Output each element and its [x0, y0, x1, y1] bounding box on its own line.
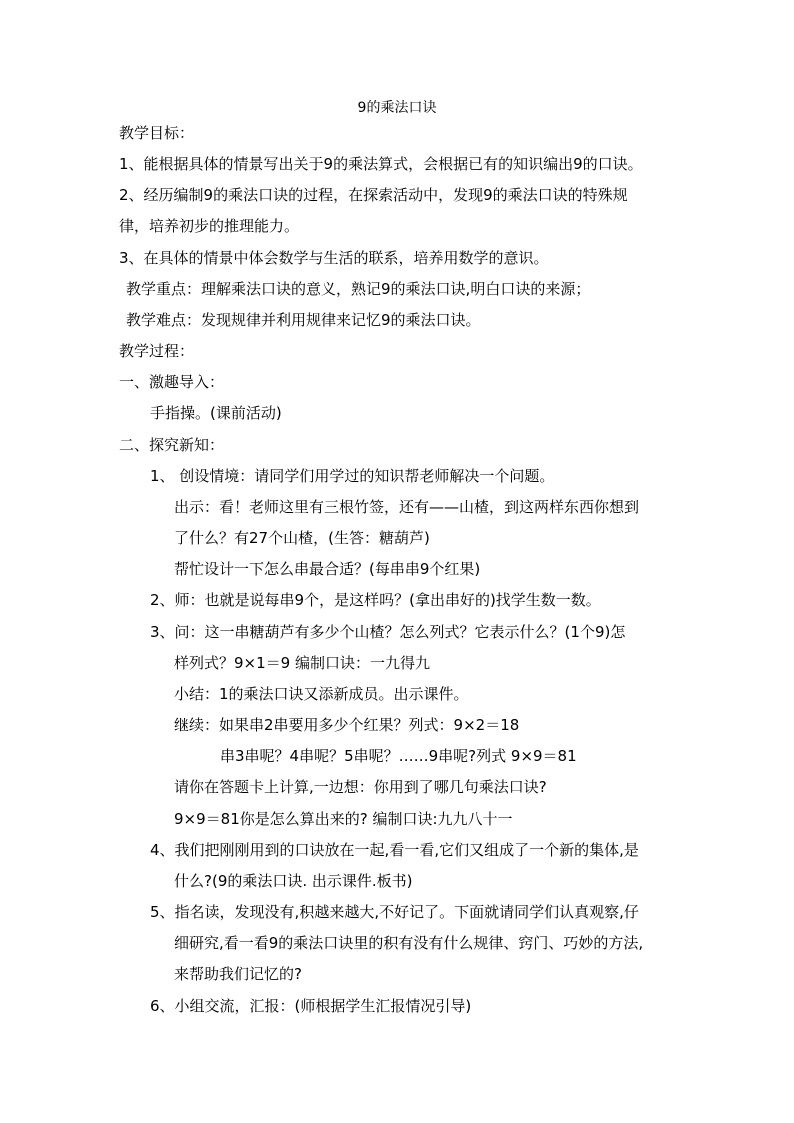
- text-line: 4、我们把刚刚用到的口诀放在一起,看一看,它们又组成了一个新的集体,是: [150, 841, 639, 859]
- text-line: 请你在答题卡上计算,一边想：你用到了哪几句乘法口诀?: [174, 778, 547, 796]
- page-title: 9的乘法口诀: [357, 100, 437, 116]
- text-line: 教学难点：发现规律并利用规律来记忆9的乘法口诀。: [126, 311, 481, 329]
- text-line: 2、经历编制9的乘法口诀的过程，在探索活动中，发现9的乘法口诀的特殊规: [119, 186, 628, 204]
- text-line: 什么?(9的乘法口诀. 出示课件.板书): [174, 872, 413, 890]
- text-line: 教学重点：理解乘法口诀的意义，熟记9的乘法口诀,明白口诀的来源；: [126, 280, 591, 298]
- text-line: 3、在具体的情景中体会数学与生活的联系，培养用数学的意识。: [119, 249, 549, 267]
- text-line: 1、能根据具体的情景写出关于9的乘法算式，会根据已有的知识编出9的口诀。: [119, 155, 643, 173]
- text-line: 来帮助我们记忆的?: [174, 965, 302, 983]
- section-heading: 二、探究新知：: [119, 436, 225, 454]
- text-line: 律，培养初步的推理能力。: [119, 217, 300, 235]
- text-line: 帮忙设计一下怎么串最合适？(每串串9个红果): [174, 560, 481, 578]
- text-line: 6、小组交流，汇报：(师根据学生汇报情况引导): [150, 997, 472, 1015]
- text-line: 5、指名读，发现没有,积越来越大,不好记了。下面就请同学们认真观察,仔: [150, 903, 639, 921]
- section-heading: 教学目标：: [119, 124, 195, 142]
- section-heading: 教学过程：: [119, 342, 195, 360]
- text-line: 3、问：这一串糖葫芦有多少个山楂？怎么列式？它表示什么？(1个9)怎: [150, 623, 626, 641]
- text-line: 手指操。(课前活动): [150, 404, 282, 422]
- text-line: 9×9＝81你是怎么算出来的? 编制口诀:九九八十一: [174, 810, 513, 828]
- text-line: 细研究,看一看9的乘法口诀里的积有没有什么规律、窍门、巧妙的方法,: [174, 934, 644, 952]
- text-line: 2、师：也就是说每串9个，是这样吗？(拿出串好的)找学生数一数。: [150, 591, 601, 609]
- text-line: 了什么？有27个山楂，(生答：糖葫芦): [174, 529, 430, 547]
- text-line: 继续：如果串2串要用多少个红果？列式：9×2＝18: [174, 716, 520, 734]
- text-line: 1、 创设情境：请同学们用学过的知识帮老师解决一个问题。: [150, 467, 555, 485]
- text-line: 小结：1的乘法口诀又添新成员。出示课件。: [174, 685, 469, 703]
- text-line: 样列式？9×1＝9 编制口诀：一九得九: [174, 654, 430, 672]
- section-heading: 一、激趣导入：: [119, 373, 225, 391]
- text-line: 串3串呢？4串呢？5串呢？……9串呢?列式 9×9＝81: [220, 747, 577, 765]
- text-line: 出示：看！老师这里有三根竹签，还有——山楂，到这两样东西你想到: [174, 498, 640, 516]
